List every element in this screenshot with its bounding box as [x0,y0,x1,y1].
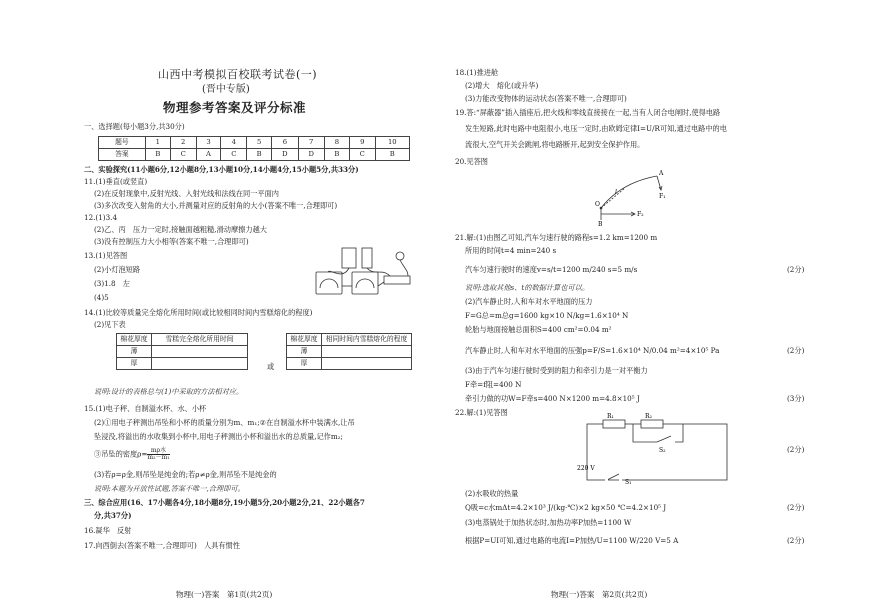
label-a: A [659,170,664,177]
footer-right: 物理(一)答案 第2页(共2页) [551,590,648,599]
q20-lever-figure [595,170,665,228]
table-cell: C [349,149,375,161]
q22-circuit-figure [577,413,735,486]
q15-note: 说明:本题为开放性试题,答案不唯一,合理即可。 [94,484,245,493]
table-cell: 7 [298,137,324,149]
exam-edition: (晋中专版) [202,84,250,95]
q12-line3: (3)没有控制压力大小相等(答案不唯一,合理即可) [94,237,249,246]
q18-line2: (2)增大 熔化(或升华) [465,81,539,90]
label-s1: S₁ [625,479,632,486]
table-row [117,346,248,358]
table-header: 棉花厚度 [117,334,152,346]
q21-note: 说明:选取其他s、t的数据计算也可以。 [465,283,590,292]
table-cell: 2 [170,137,196,149]
q22-line2: (2)水吸收的热量 [465,489,519,498]
q11-line2: (2)在反射现象中,反射光线、入射光线和法线在同一平面内 [94,189,279,198]
table-row [287,334,412,346]
label-o: O [595,201,600,208]
score-q22-2: (2分) [787,503,805,512]
q12-line1: 12.(1)3.4 [84,213,118,222]
score-q21-1: (2分) [787,265,805,274]
choice-answer-table [98,136,410,161]
section1-heading: 一、选择题(每小题3分,共30分) [84,122,185,131]
table-cell: 答案 [99,149,146,161]
q20-answer: 20.见答图 [455,157,488,166]
q21-line1: 21.解:(1)由图乙可知,汽车匀速行驶的路程s=1.2 km=1200 m [455,233,658,242]
table-row [287,358,412,370]
q21-line8: 汽车静止时,人和车对水平地面的压强p=F/S=1.6×10⁴ N/0.04 m²=4×10⁵ Pa [465,346,720,355]
q12-line2: (2)乙、丙 压力一定时,接触面越粗糙,滑动摩擦力越大 [94,225,267,234]
table-or-label: 或 [267,362,275,371]
fraction-numerator: mρ水 [147,448,169,455]
table-cell: B [324,149,349,161]
q22-line5: 根据P=UI可知,通过电路的电流I=P加热/U=1100 W/220 V=5 A [465,536,679,545]
q14-line2: (2)见下表 [94,320,126,329]
q21-line10: F牵=f阻=400 N [465,380,522,389]
section2-heading: 二、实验探究(11小题6分,12小题8分,13小题10分,14小题4分,15小题5分,共33分) [84,165,359,174]
q13-line1: 13.(1)见答图 [84,251,128,260]
q21-line2: 所用的时间t=4 min=240 s [465,246,557,255]
table-cell: B [375,149,409,161]
table-row [117,334,248,346]
q21-line3: 汽车匀速行驶时的速度v=s/t=1200 m/240 s=5 m/s [465,265,638,274]
table-cell: B [145,149,170,161]
q18-line3: (3)力能改变物体的运动状态(答案不唯一,合理即可) [465,94,627,103]
table-cell: 厚 [117,358,152,370]
score-q21-2: (2分) [787,346,805,355]
table-cell: D [298,149,324,161]
q21-line5: (2)汽车静止时,人和车对水平地面的压力 [465,297,593,306]
table-cell: 薄 [117,346,152,358]
q11-line1: 11.(1)垂直(或竖直) [84,177,148,186]
footer-left: 物理(一)答案 第1页(共2页) [176,590,273,599]
score-q22-3: (2分) [787,536,805,545]
q22-line1: 22.解:(1)见答图 [455,408,508,417]
table-row [287,346,412,358]
q13-line3: (3)1.8 左 [94,279,130,288]
label-r2: R₂ [645,413,652,420]
table-row [117,358,248,370]
q15-line1: 15.(1)电子秤、自制溢水杯、水、小杯 [84,404,207,413]
q15-density-label: ③吊坠的密度ρ= [94,449,148,459]
label-l: l [615,189,617,196]
table-header: 棉花厚度 [287,334,322,346]
label-b: B [598,221,603,228]
table-cell: 厚 [287,358,322,370]
q21-line11: 牵引力做的功W=F牵s=400 N×1200 m=4.8×10⁵ J [465,394,640,403]
q13-line2: (2)小灯泡短路 [94,265,141,274]
section3-heading-cont: 分,共37分) [94,511,132,520]
table-cell: 题号 [99,137,146,149]
table-cell: C [170,149,196,161]
q15-line4 [94,448,170,461]
table-cell [322,346,412,358]
q15-line5: (3)若ρ=ρ金,则吊坠是纯金的;若ρ≠ρ金,则吊坠不是纯金的 [94,470,277,479]
q19-line1: 19.答:“屏蔽器”插入插座后,把火线和零线直接接在一起,当有人闭合电闸时,使得电路 [455,108,721,117]
label-s2: S₂ [659,447,666,454]
table-cell: D [272,149,298,161]
q18-line1: 18.(1)推进舱 [455,68,499,77]
q17-answer: 17.向西倒去(答案不唯一,合理即可) 人具有惯性 [84,541,240,550]
q15-line3: 坠浸没,将溢出的水收集到小杯中,用电子秤测出小杯和溢出水的总质量,记作m₂; [94,432,343,441]
right-page [435,0,870,615]
exam-title: 山西中考模拟百校联考试卷(一) [158,68,318,81]
table-cell [322,358,412,370]
q19-line2: 发生短路,此时电路中电阻很小,电压一定时,由欧姆定律I=U/R可知,通过电路中的电 [465,124,727,133]
table-cell: 4 [221,137,247,149]
table-cell [152,346,248,358]
q21-line6: F=G总=m总g=1600 kg×10 N/kg=1.6×10⁴ N [465,311,629,320]
score-q22-1: (2分) [787,445,805,454]
table-cell: C [221,149,247,161]
label-voltage: 220 V [577,465,595,472]
table-cell: 5 [247,137,272,149]
table-cell: 10 [375,137,409,149]
q22-line3: Q吸=c水mΔt=4.2×10³ J/(kg·℃)×2 kg×50 ℃=4.2×10⁵ J [465,503,667,512]
q13-circuit-figure [312,246,420,302]
table-cell: 3 [196,137,221,149]
q15-line2: (2)①用电子秤测出吊坠和小杯的质量分别为m、m₁;②在自制溢水杯中装满水,让吊 [94,418,355,427]
table-cell: 8 [324,137,349,149]
q15-density-fraction [147,448,169,461]
q16-answer: 16.凝华 反射 [84,526,132,535]
table-row [99,149,410,161]
table-cell: 薄 [287,346,322,358]
q21-line9: (3)由于汽车匀速行驶时受到的阻力和牵引力是一对平衡力 [465,366,648,375]
q11-line3: (3)多次改变入射角的大小,并测量对应的反射角的大小(答案不唯一,合理即可) [94,201,338,210]
label-r1: R₁ [607,413,614,420]
table-cell: A [196,149,221,161]
q14-line1: 14.(1)比较等质量完全熔化所用时间(或比较相同时间内雪糕熔化的程度) [84,308,313,317]
table-cell [152,358,248,370]
section3-heading: 三、综合应用(16、17小题各4分,18小题8分,19小题5分,20小题2分,21、22小题各7 [84,498,365,507]
fraction-denominator: m₂－m₁ [147,454,170,461]
q22-line4: (3)电蒸锅处于加热状态时,加热功率P加热=1100 W [465,518,632,527]
q19-line3: 流很大,空气开关会跳闸,将电路断开,起到安全保护作用。 [465,140,645,149]
table-header: 相同时间内雪糕熔化的程度 [322,334,412,346]
score-q21-3: (3分) [787,394,805,403]
q14-table-b [286,333,412,370]
table-header: 雪糕完全熔化所用时间 [152,334,248,346]
table-row [99,137,410,149]
label-f2: F₂ [637,211,644,218]
table-cell: 9 [349,137,375,149]
table-cell: 1 [145,137,170,149]
q21-line7: 轮胎与地面接触总面积S=400 cm²=0.04 m² [465,325,612,334]
table-cell: B [247,149,272,161]
q14-table-a [116,333,248,370]
q14-note: 说明:设计的表格总与(1)中采取的方法相对应。 [94,387,244,396]
q13-line4: (4)5 [94,293,109,302]
label-f1: F₁ [659,193,666,200]
answer-title: 物理参考答案及评分标准 [163,100,307,115]
table-cell: 6 [272,137,298,149]
